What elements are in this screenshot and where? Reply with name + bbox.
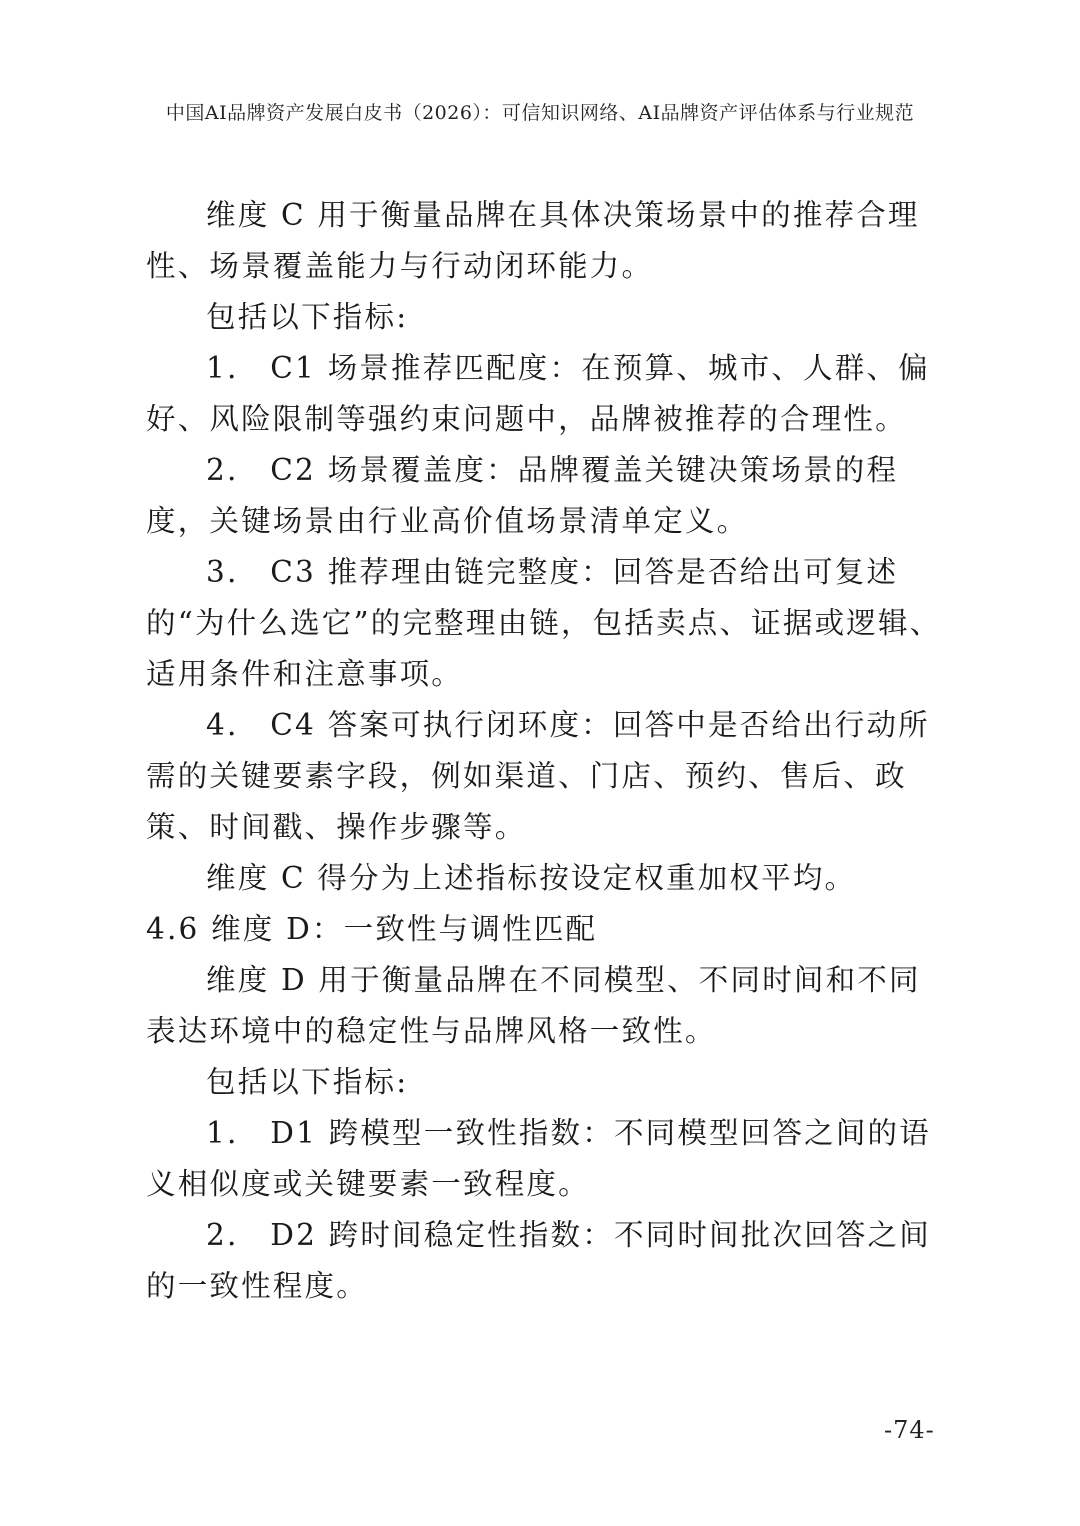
list-item-c4: 4. C4 答案可执行闭环度：回答中是否给出行动所需的关键要素字段，例如渠道、门店、预约、售后、政策、时间戳、操作步骤等。 [146, 708, 930, 844]
list-item-c1: 1. C1 场景推荐匹配度：在预算、城市、人群、偏好、风险限制等强约束问题中，品牌被推荐的合理性。 [146, 351, 930, 436]
paragraph-dimension-d-intro: 维度 D 用于衡量品牌在不同模型、不同时间和不同表达环境中的稳定性与品牌风格一致性。 [146, 963, 921, 1048]
paragraph-indicators-intro-d: 包括以下指标: [206, 1065, 409, 1099]
page-number: -74- [884, 1416, 935, 1444]
paragraph-dimension-c-score: 维度 C 得分为上述指标按设定权重加权平均。 [206, 861, 857, 895]
list-item-d2: 2. D2 跨时间稳定性指数：不同时间批次回答之间的一致性程度。 [146, 1218, 931, 1303]
paragraph-indicators-intro: 包括以下指标: [206, 300, 409, 334]
list-item-d1: 1. D1 跨模型一致性指数：不同模型回答之间的语义相似度或关键要素一致程度。 [146, 1116, 931, 1201]
list-item-c2: 2. C2 场景覆盖度：品牌覆盖关键决策场景的程度，关键场景由行业高价值场景清单定义。 [146, 453, 899, 538]
paragraph-dimension-c-intro: 维度 C 用于衡量品牌在具体决策场景中的推荐合理性、场景覆盖能力与行动闭环能力。 [146, 198, 920, 283]
document-body [146, 190, 946, 1312]
section-heading-4-6: 4.6 维度 D：一致性与调性匹配 [146, 912, 598, 946]
running-header: 中国AI品牌资产发展白皮书（2026）：可信知识网络、AI品牌资产评估体系与行业规范 [165, 102, 915, 124]
list-item-c3: 3. C3 推荐理由链完整度：回答是否给出可复述的“为什么选它”的完整理由链，包括卖点、证据或逻辑、适用条件和注意事项。 [146, 555, 942, 691]
